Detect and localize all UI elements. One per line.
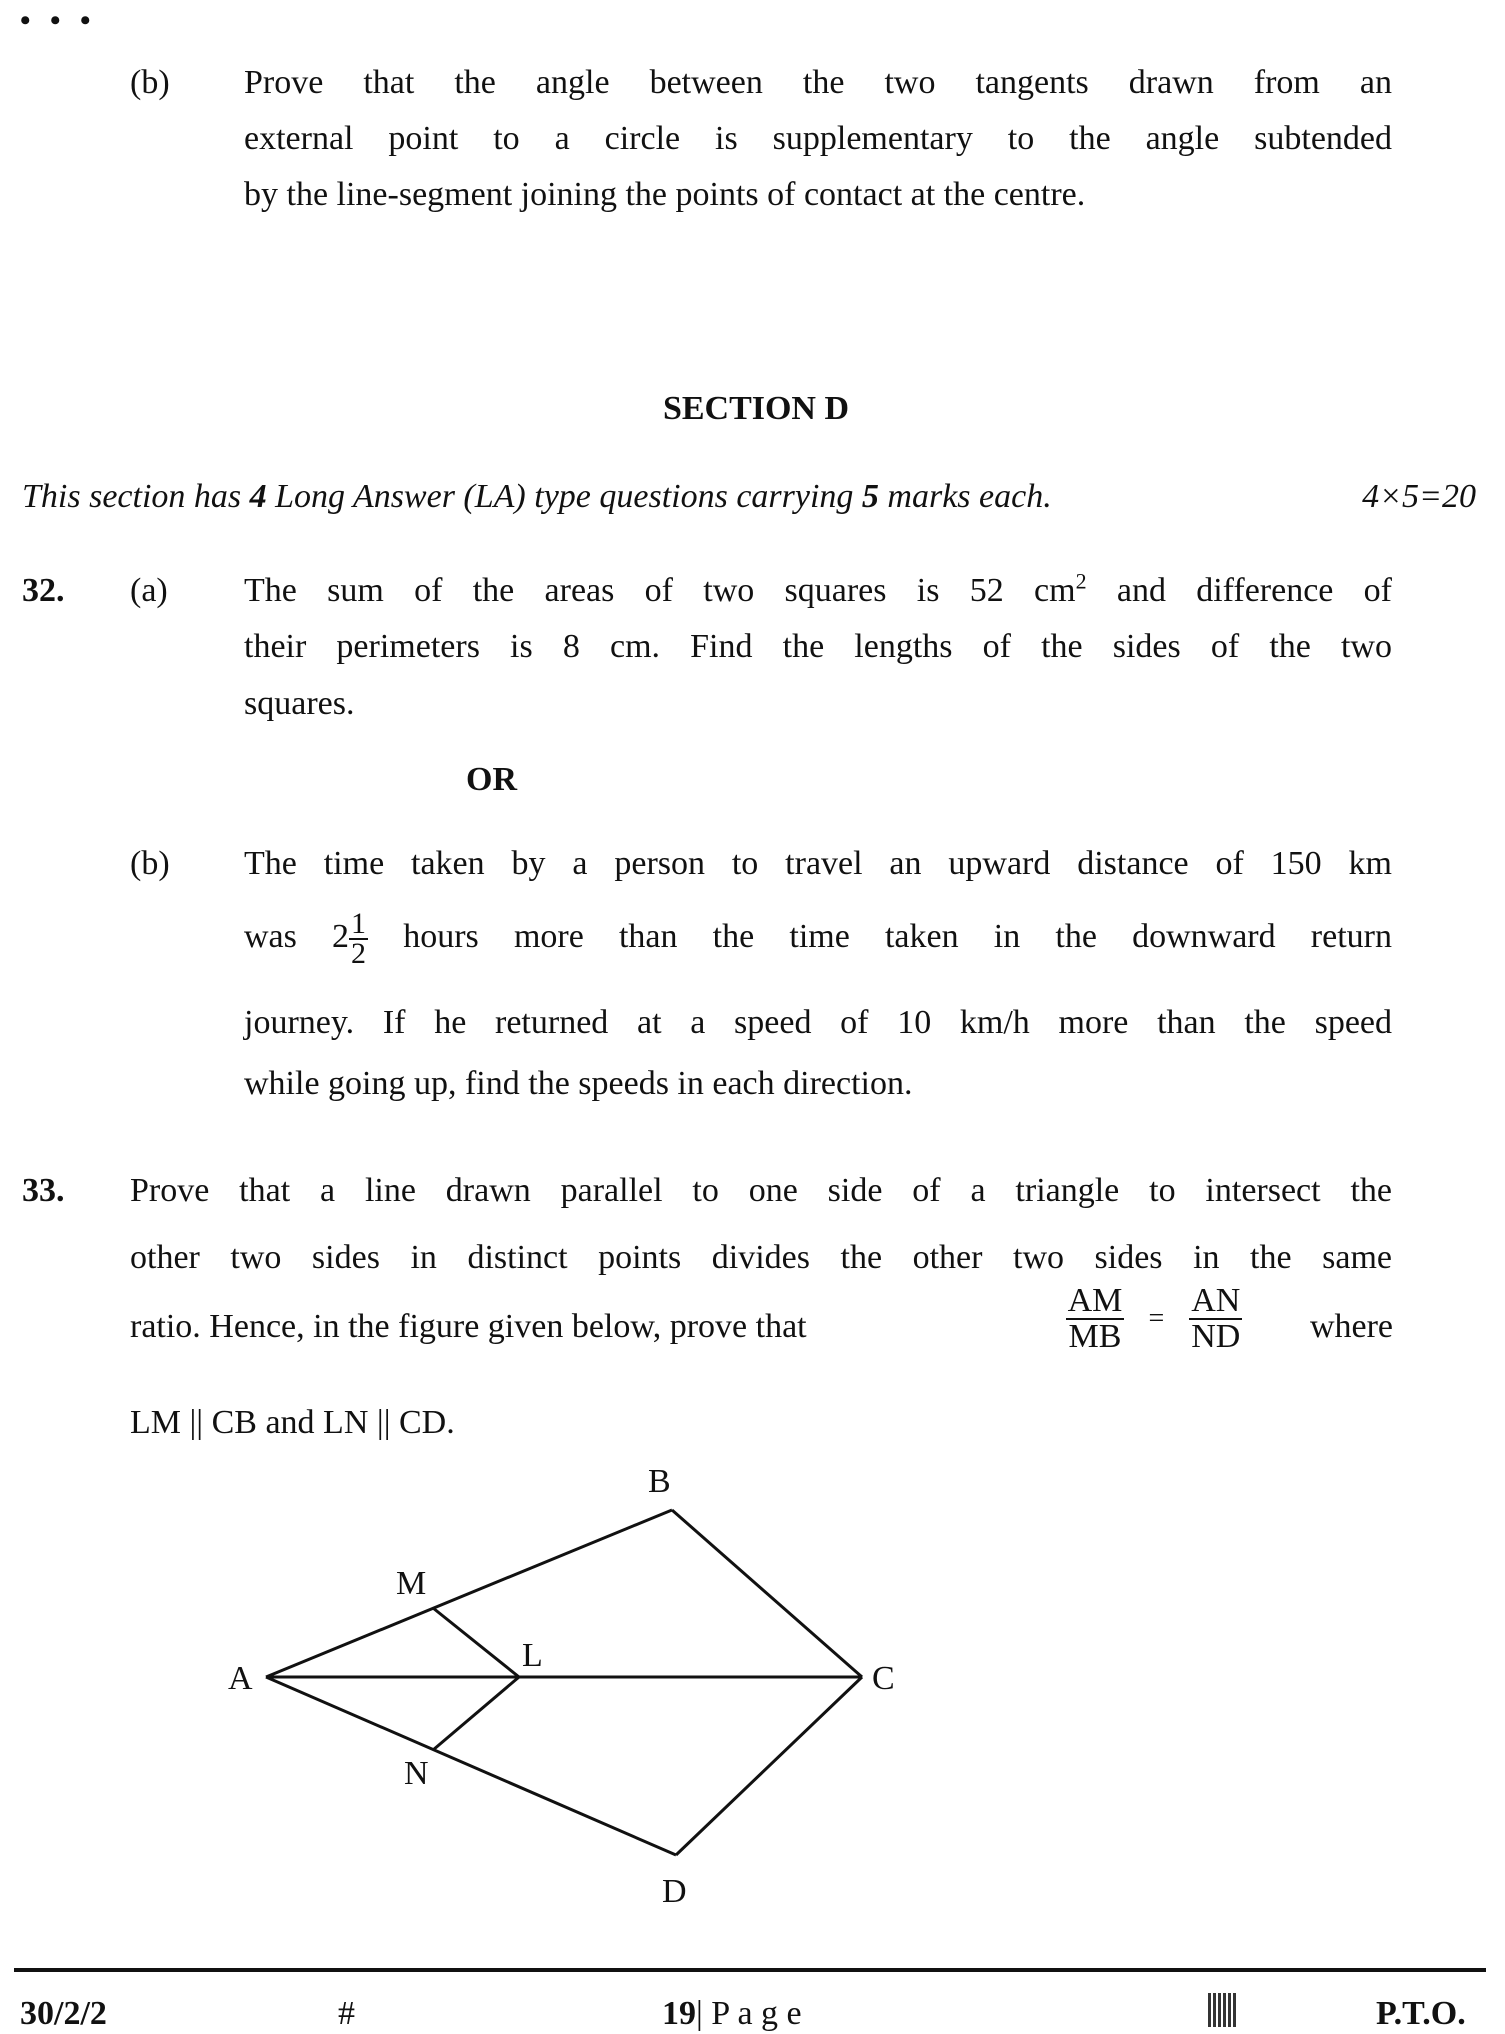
- paper-code: 30/2/2: [20, 1995, 107, 2032]
- segment-DC: [676, 1677, 862, 1855]
- q32a-label: (a): [130, 572, 168, 609]
- q32a-line-1: The sum of the areas of two squares is 52 $cm^2$ and difference of: [244, 568, 1393, 609]
- section-title: SECTION D: [662, 390, 850, 427]
- label-M: M: [396, 1565, 427, 1602]
- q31b-line-2: external point to a circle is supplementary to the angle subtended: [244, 120, 1392, 157]
- label-C: C: [872, 1660, 895, 1697]
- label-A: A: [228, 1660, 253, 1697]
- q33-line-3: ratio. Hence, in the figure given below, prove that: [130, 1308, 807, 1345]
- label-D: D: [662, 1873, 687, 1910]
- segment-AB: [266, 1510, 672, 1677]
- q32a-line-2: their perimeters is 8 cm. Find the lengths of the sides of the two: [244, 628, 1392, 665]
- q33-line-1: Prove that a line drawn parallel to one side of a triangle to intersect the: [130, 1172, 1392, 1209]
- section-note: This section has 4 Long Answer (LA) type questions carrying 5 marks each.: [22, 478, 1052, 515]
- q31b-line-1: Prove that the angle between the two tangents drawn from an: [244, 64, 1392, 101]
- q32b-line-2: was 2 $\frac{1}{2}$ hours more than the time taken in the downward return: [244, 907, 1392, 970]
- or-separator: OR: [466, 761, 517, 798]
- q31b-label: (b): [130, 64, 170, 101]
- q33-line-4: LM || CB and LN || CD.: [130, 1404, 455, 1441]
- q33-line-3-end: where: [1309, 1308, 1393, 1345]
- segment-AD: [266, 1677, 676, 1855]
- q33-number: 33.: [22, 1172, 65, 1209]
- q32a-line-3: squares.: [244, 685, 355, 722]
- q32b-line-1: The time taken by a person to travel an upward distance of 150 km: [244, 845, 1392, 882]
- pto-label: P.T.O.: [1376, 1995, 1466, 2032]
- q32b-line-4: while going up, find the speeds in each direction.: [244, 1065, 913, 1102]
- label-L: L: [522, 1637, 543, 1674]
- segment-BC: [672, 1510, 862, 1677]
- label-N: N: [404, 1755, 429, 1792]
- q33-line-2: other two sides in distinct points divides the other two sides in the same: [130, 1239, 1392, 1276]
- segment-LN: [433, 1677, 519, 1750]
- q32-number: 32.: [22, 572, 65, 609]
- top-marker: • • •: [20, 4, 97, 37]
- qr-code-icon: [1208, 1993, 1236, 2027]
- footer-rule: [14, 1968, 1486, 1972]
- page-number: 19| P a g e: [662, 1995, 802, 2032]
- ratio-equation: $\frac{AM}{MB}$ = $\frac{AN}{ND}$: [1067, 1282, 1241, 1355]
- segment-ML: [433, 1608, 519, 1677]
- q32b-line-3: journey. If he returned at a speed of 10 km/h more than the speed: [244, 1004, 1392, 1041]
- section-marks: 4×5=20: [1362, 478, 1476, 515]
- q32b-label: (b): [130, 845, 170, 882]
- label-B: B: [648, 1463, 671, 1500]
- q31b-line-3: by the line-segment joining the points of contact at the centre.: [244, 176, 1086, 213]
- fraction-half: $\frac{1}{2}$: [351, 907, 367, 970]
- footer-hash: #: [338, 1995, 355, 2032]
